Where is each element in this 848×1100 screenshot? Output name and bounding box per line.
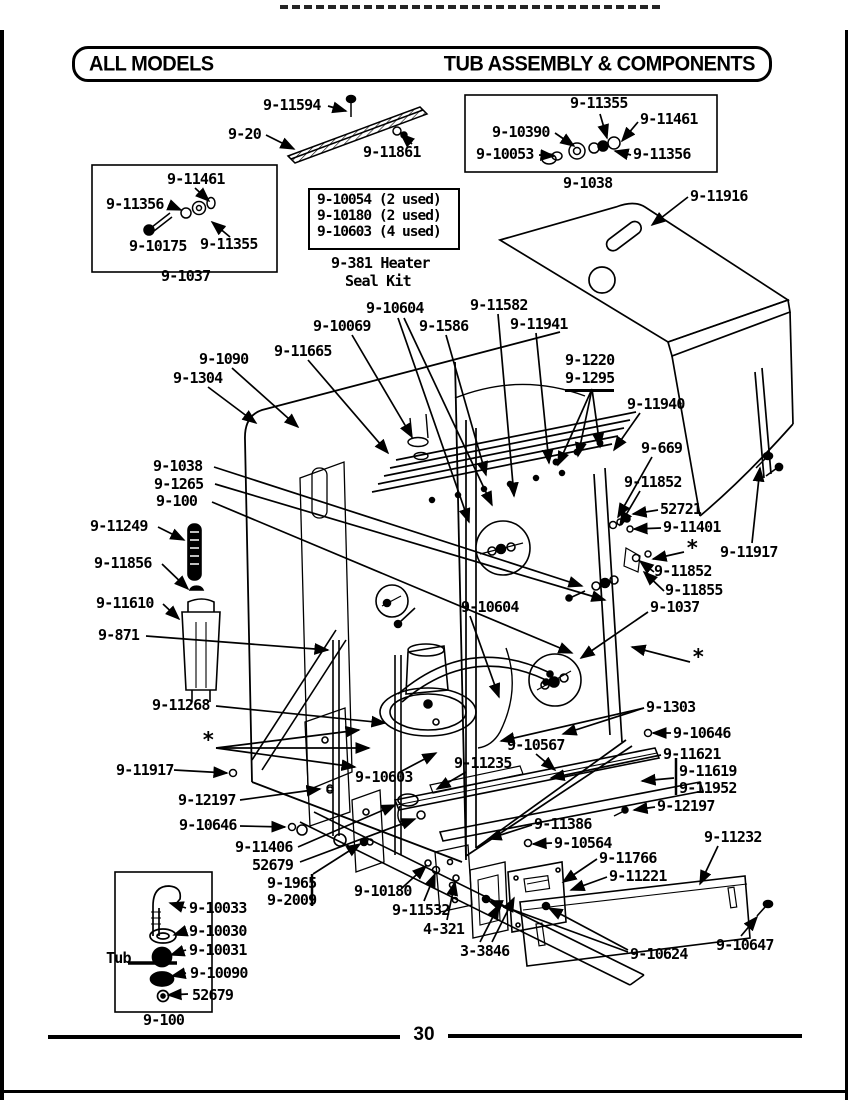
- part-label: 9-10033: [189, 899, 247, 917]
- tub-interior-details: [376, 521, 618, 748]
- part-label: 9-1303: [646, 698, 696, 716]
- part-label: 9-10624: [630, 945, 688, 963]
- part-label: 9-11941: [510, 315, 568, 333]
- part-label: 3-3846: [460, 942, 510, 960]
- part-label: 9-10175: [129, 237, 187, 255]
- part-label: 9-11386: [534, 815, 592, 833]
- part-label: 9-11940: [627, 395, 685, 413]
- part-label: 9-12197: [657, 797, 715, 815]
- part-label: 9-100: [143, 1011, 185, 1029]
- footer-rule-right: [448, 1034, 802, 1038]
- part-label: 9-11461: [640, 110, 698, 128]
- header-right-title: TUB ASSEMBLY & COMPONENTS: [443, 51, 755, 76]
- part-label: 9-11856: [94, 554, 152, 572]
- part-label: 9-11917: [720, 543, 778, 561]
- part-label: 9-11952: [679, 779, 737, 797]
- part-label: 9-11356: [106, 195, 164, 213]
- part-label: 9-11235: [454, 754, 512, 772]
- part-label: 52679: [192, 986, 234, 1004]
- part-label: 9-11406: [235, 838, 293, 856]
- insulation-wrap: [500, 204, 793, 517]
- part-label: 9-11356: [633, 145, 691, 163]
- part-label: 9-1090: [199, 350, 249, 368]
- part-label: 9-12197: [178, 791, 236, 809]
- part-label: 9-10053: [476, 145, 534, 163]
- part-label: 9-10646: [179, 816, 237, 834]
- part-label: 9-11917: [116, 761, 174, 779]
- part-label: 9-1037: [161, 267, 211, 285]
- part-label: 9-10564: [554, 834, 612, 852]
- kit-line-3: 9-10603 (4 used): [317, 223, 441, 240]
- part-label: Tub: [106, 949, 131, 967]
- part-label: 9-11855: [665, 581, 723, 599]
- part-label: 9-11249: [90, 517, 148, 535]
- part-label: 9-11665: [274, 342, 332, 360]
- part-label: 9-1304: [173, 369, 223, 387]
- part-label: 9-1037: [650, 598, 700, 616]
- part-label: 9-1295: [565, 371, 614, 392]
- part-label: 9-1265: [154, 475, 204, 493]
- part-label: 9-1586: [419, 317, 469, 335]
- part-label: 9-10069: [313, 317, 371, 335]
- part-label: 9-10647: [716, 936, 774, 954]
- part-label: 9-10031: [189, 941, 247, 959]
- part-label: 9-10180: [354, 882, 412, 900]
- part-label: 9-100: [156, 492, 198, 510]
- part-label: 9-2009: [267, 891, 317, 909]
- part-label: 9-11861: [363, 143, 421, 161]
- part-label: 9-669: [641, 439, 683, 457]
- page-number: 30: [413, 1024, 435, 1045]
- part-label: 9-871: [98, 626, 140, 644]
- fill-funnel-parts: [182, 524, 220, 702]
- part-label: 9-11594: [263, 96, 321, 114]
- part-label: 9-11232: [704, 828, 762, 846]
- part-label: 9-10390: [492, 123, 550, 141]
- part-label: 9-10646: [673, 724, 731, 742]
- part-label: 9-10090: [190, 964, 248, 982]
- part-label: 9-11532: [392, 901, 450, 919]
- part-label: 9-10604: [461, 598, 519, 616]
- footer-rule-left: [48, 1035, 400, 1039]
- part-label: 9-11582: [470, 296, 528, 314]
- part-label: 9-1220: [565, 351, 615, 369]
- part-label: 9-11852: [654, 562, 712, 580]
- part-label: 9-11221: [609, 867, 667, 885]
- part-label: 9-11355: [200, 235, 258, 253]
- part-label: 4-321: [423, 920, 465, 938]
- heater-seal-kit-box: [308, 188, 460, 250]
- part-label: *: [686, 536, 698, 560]
- part-label: 9-11268: [152, 696, 210, 714]
- part-label: 9-10604: [366, 299, 424, 317]
- part-label: 9-11610: [96, 594, 154, 612]
- part-label: 9-11401: [663, 518, 721, 536]
- part-label: 9-20: [228, 125, 261, 143]
- part-label: 9-10567: [507, 736, 565, 754]
- part-label: 9-10603: [355, 768, 413, 786]
- kit-line-2: 9-10180 (2 used): [317, 207, 441, 224]
- kit-line-1: 9-10054 (2 used): [317, 192, 441, 208]
- part-label: 9-11916: [690, 187, 748, 205]
- part-label: 9-11621: [663, 745, 721, 763]
- part-label: *: [202, 728, 214, 752]
- part-label: 9-1038: [563, 174, 613, 192]
- part-label: 52721: [660, 500, 702, 518]
- kit-caption-line2: Seal Kit: [345, 272, 411, 290]
- part-label: 52679: [252, 856, 294, 874]
- part-label: 9-11355: [570, 94, 628, 112]
- part-label: 9-11619: [679, 762, 737, 780]
- part-label: 9-1038: [153, 457, 203, 475]
- part-label: *: [692, 645, 704, 669]
- part-label: 9-1965: [267, 874, 317, 892]
- part-label: 9-11766: [599, 849, 657, 867]
- part-label: 9-11461: [167, 170, 225, 188]
- part-label: 9-10030: [189, 922, 247, 940]
- kit-caption-line1: 9-381 Heater: [331, 254, 430, 272]
- header-left-title: ALL MODELS: [89, 51, 214, 76]
- part-label: 9-11852: [624, 473, 682, 491]
- inset-hardware-top: [542, 137, 620, 164]
